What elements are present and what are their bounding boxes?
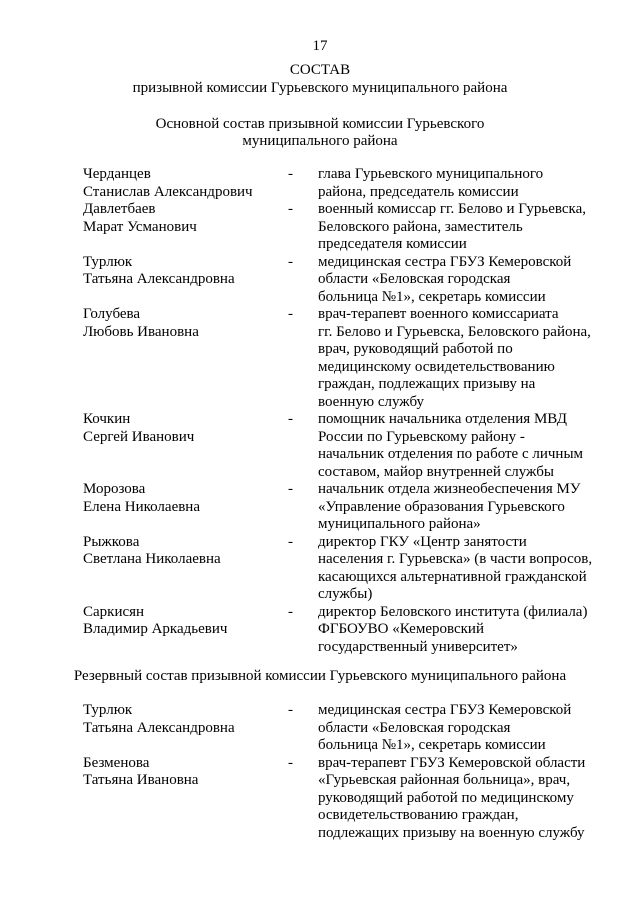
- member-entry: [83, 481, 603, 534]
- document-subtitle: призывной комиссии Гурьевского муниципального района: [132, 80, 508, 96]
- member-name: [83, 166, 288, 201]
- role-line: больница №1», секретарь комиссии: [318, 288, 546, 305]
- member-role: [318, 411, 603, 481]
- role-line: населения г. Гурьевска» (в части вопросов,: [318, 551, 593, 567]
- member-dash: -: [288, 603, 293, 620]
- member-dash: -: [288, 702, 293, 718]
- role-line: Беловского района, заместитель: [318, 218, 523, 235]
- role-line: врач-терапевт военного комиссариата: [318, 306, 559, 322]
- reserve-section-heading: Резервный состав призывной комиссии Гурьевского муниципального района: [73, 668, 567, 684]
- role-line: руководящий работой по медицинскому: [318, 789, 574, 806]
- role-line: врач-терапевт ГБУЗ Кемеровской области: [318, 754, 586, 771]
- member-surname: Кочкин: [83, 411, 131, 427]
- member-given-name: Владимир Аркадьевич: [83, 621, 228, 637]
- member-role: [318, 702, 603, 755]
- role-line: председателя комиссии: [318, 236, 467, 252]
- member-dash: -: [288, 481, 293, 497]
- member-entry: [83, 411, 603, 481]
- page-number: 17: [312, 38, 328, 54]
- member-entry: [83, 604, 603, 657]
- role-line: директор Беловского института (филиала): [318, 603, 588, 620]
- role-line: «Гурьевская районная больница», врач,: [318, 772, 571, 788]
- role-line: муниципального района»: [318, 516, 481, 532]
- role-line: службы): [318, 586, 373, 602]
- main-section-heading-line-2: муниципального района: [242, 133, 398, 149]
- role-line: медицинскому освидетельствованию: [318, 358, 555, 375]
- role-line: области «Беловская городская: [318, 271, 511, 287]
- role-line: помощник начальника отделения МВД: [318, 411, 567, 427]
- role-line: гг. Белово и Гурьевска, Беловского района,: [318, 323, 591, 340]
- member-entry: [83, 534, 603, 604]
- member-surname: Голубева: [83, 306, 141, 322]
- member-name: [83, 254, 288, 307]
- member-dash: -: [288, 533, 293, 550]
- role-line: граждан, подлежащих призыву на: [318, 376, 536, 392]
- member-role: [318, 166, 603, 201]
- member-role: [318, 254, 603, 307]
- member-given-name: Марат Усманович: [83, 218, 197, 235]
- member-given-name: Татьяна Ивановна: [83, 772, 199, 788]
- member-surname: Саркисян: [83, 603, 145, 620]
- role-line: подлежащих призыву на военную службу: [318, 824, 585, 841]
- role-line: военный комиссар гг. Белово и Гурьевска,: [318, 201, 586, 217]
- member-dash: -: [288, 754, 293, 771]
- member-entry: [83, 254, 603, 307]
- member-role: [318, 755, 603, 843]
- member-dash: -: [288, 411, 293, 427]
- role-line: «Управление образования Гурьевского: [318, 498, 565, 515]
- main-members-list: [83, 166, 603, 656]
- member-name: [83, 755, 288, 843]
- member-entry: [83, 702, 603, 755]
- member-name: [83, 702, 288, 755]
- member-name: [83, 481, 288, 534]
- role-line: области «Беловская городская: [318, 719, 511, 736]
- member-name: [83, 534, 288, 604]
- member-name: [83, 604, 288, 657]
- member-role: [318, 306, 603, 411]
- member-role: [318, 604, 603, 657]
- role-line: начальник отделения по работе с личным: [318, 446, 584, 462]
- role-line: освидетельствованию граждан,: [318, 807, 519, 823]
- role-line: больница №1», секретарь комиссии: [318, 737, 546, 753]
- member-dash: -: [288, 166, 293, 182]
- role-line: глава Гурьевского муниципального: [318, 166, 544, 182]
- member-given-name: Светлана Николаевна: [83, 551, 221, 567]
- role-line: медицинская сестра ГБУЗ Кемеровской: [318, 253, 572, 270]
- reserve-members-list: [83, 702, 603, 842]
- main-section-heading-line-1: Основной состав призывной комиссии Гурьевского: [155, 116, 485, 132]
- role-line: директор ГКУ «Центр занятости: [318, 533, 527, 550]
- member-name: [83, 201, 288, 254]
- main-section-heading: [0, 116, 640, 150]
- role-line: составом, майор внутренней службы: [318, 463, 554, 480]
- member-entry: [83, 166, 603, 201]
- member-given-name: Елена Николаевна: [83, 498, 200, 515]
- member-name: [83, 306, 288, 411]
- role-line: России по Гурьевскому району -: [318, 428, 525, 445]
- member-surname: Давлетбаев: [83, 201, 156, 217]
- member-surname: Рыжкова: [83, 533, 140, 550]
- member-given-name: Татьяна Александровна: [83, 719, 235, 736]
- role-line: государственный университет»: [318, 638, 518, 655]
- member-surname: Безменова: [83, 754, 150, 771]
- member-given-name: Любовь Ивановна: [83, 323, 199, 340]
- role-line: ФГБОУВО «Кемеровский: [318, 621, 484, 637]
- member-surname: Турлюк: [83, 253, 133, 270]
- member-entry: [83, 306, 603, 411]
- role-line: медицинская сестра ГБУЗ Кемеровской: [318, 702, 572, 718]
- role-line: начальник отдела жизнеобеспечения МУ: [318, 481, 581, 497]
- member-entry: [83, 755, 603, 843]
- member-given-name: Сергей Иванович: [83, 428, 195, 445]
- member-dash: -: [288, 201, 293, 217]
- member-surname: Черданцев: [83, 166, 151, 182]
- member-role: [318, 481, 603, 534]
- member-given-name: Станислав Александрович: [83, 183, 253, 200]
- member-dash: -: [288, 306, 293, 322]
- role-line: района, председатель комиссии: [318, 183, 519, 200]
- member-surname: Морозова: [83, 481, 146, 497]
- role-line: врач, руководящий работой по: [318, 341, 513, 357]
- member-role: [318, 201, 603, 254]
- member-role: [318, 534, 603, 604]
- document-title: СОСТАВ: [289, 62, 351, 78]
- role-line: касающихся альтернативной гражданской: [318, 568, 587, 585]
- role-line: военную службу: [318, 393, 425, 410]
- member-dash: -: [288, 253, 293, 270]
- member-entry: [83, 201, 603, 254]
- member-surname: Турлюк: [83, 702, 133, 718]
- member-name: [83, 411, 288, 481]
- member-given-name: Татьяна Александровна: [83, 271, 235, 287]
